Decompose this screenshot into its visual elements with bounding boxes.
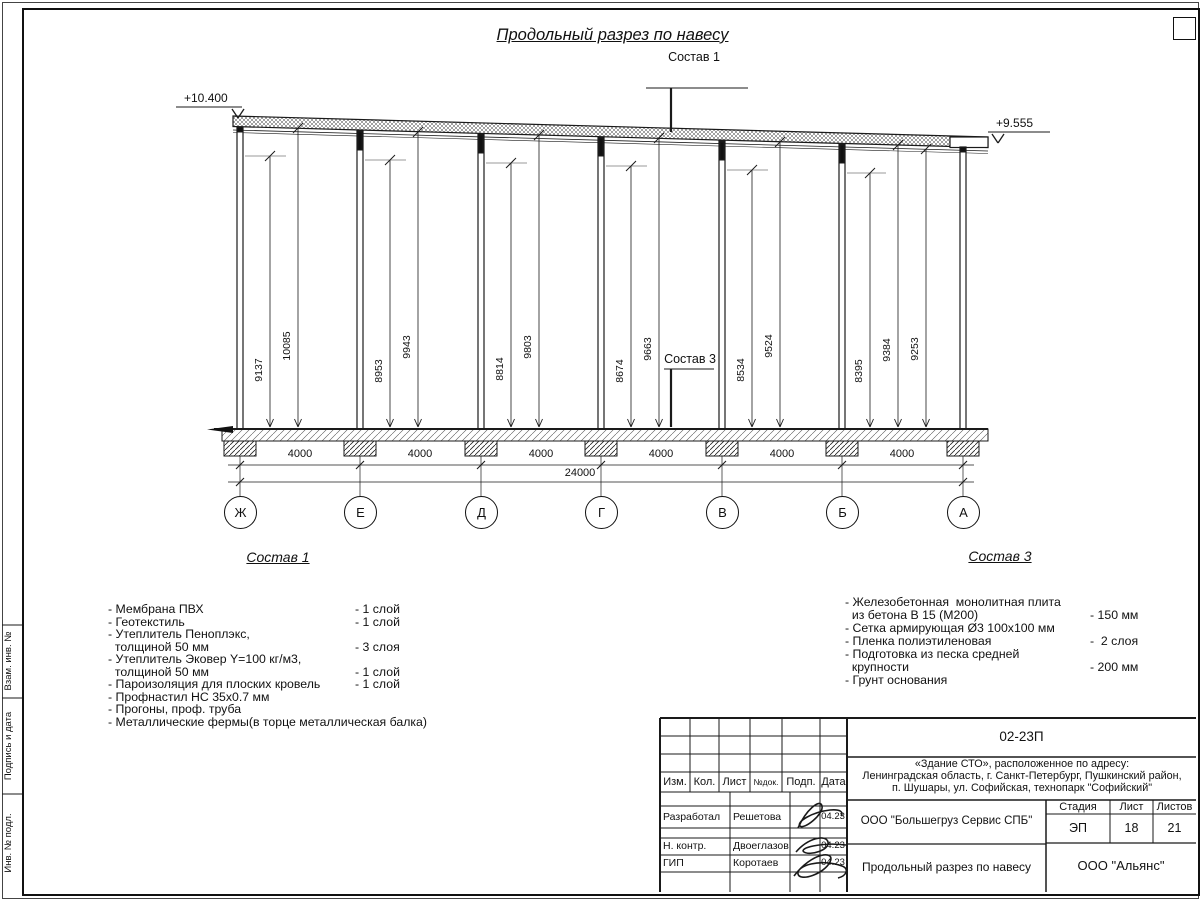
axis-bubble (465, 496, 498, 529)
col-list: Лист (722, 776, 747, 788)
date-ncontrol: 04.23 (821, 840, 845, 851)
height-dim: 8953 (373, 359, 385, 383)
spec1-qty: - 1 слой (355, 602, 400, 616)
bay-dim: 4000 (287, 448, 313, 460)
height-dim: 8395 (853, 359, 865, 383)
spec1-line: - Пароизоляция для плоских кровель (108, 677, 321, 691)
spec1-line: - Металлические фермы(в торце металлическая балка) (108, 715, 427, 729)
spec3-qty: - 200 мм (1090, 660, 1139, 674)
org-name: ООО "Большегруз Сервис СПБ" (860, 815, 1033, 827)
spec3-title: Состав 3 (968, 548, 1032, 564)
axis-label: Ж (234, 505, 247, 520)
height-dim: 9253 (909, 337, 921, 361)
col-izm: Изм. (663, 776, 687, 788)
spec1-line: - Прогоны, проф. труба (108, 702, 242, 716)
col-kol: Кол. (693, 776, 716, 788)
role-gip: ГИП (663, 857, 684, 869)
axis-bubble (706, 496, 739, 529)
sheet-header: Лист (1119, 801, 1144, 813)
height-dim: 9663 (642, 337, 654, 361)
height-dim: 10085 (281, 331, 293, 361)
axis-bubble (344, 496, 377, 529)
spec1-line: - Утеплитель Пеноплэкс, (108, 627, 250, 641)
height-dim: 9803 (522, 335, 534, 359)
axis-bubble (224, 496, 257, 529)
axis-label: А (959, 505, 968, 520)
axis-label: В (718, 505, 727, 520)
role-developer: Разработал (663, 811, 721, 823)
axis-bubble (826, 496, 859, 529)
spec1-line: - Мембрана ПВХ (108, 602, 204, 616)
spec3-line: - Подготовка из песка средней (845, 647, 1020, 661)
axis-label: Б (838, 505, 847, 520)
drawing-title: Продольный разрез по навесу (496, 26, 729, 44)
sheet-value: 18 (1124, 821, 1139, 835)
sheets-value: 21 (1167, 821, 1182, 835)
spec3-qty: - 2 слоя (1090, 634, 1139, 648)
spec3-line: - Пленка полиэтиленовая (845, 634, 992, 648)
company-name: ООО "Альянс" (1077, 858, 1165, 873)
height-dim: 9524 (763, 334, 775, 358)
spec3-line: из бетона В 15 (М200) (845, 608, 979, 622)
total-dim: 24000 (564, 467, 596, 479)
height-dim: 9384 (881, 338, 893, 362)
spec3-line: - Грунт основания (845, 673, 948, 687)
spec1-qty: - 1 слой (355, 677, 400, 691)
elevation-right: +9.555 (996, 116, 1034, 130)
bay-dim: 4000 (889, 448, 915, 460)
spec3-line: - Сетка армирующая Ø3 100х100 мм (845, 621, 1055, 635)
spec3-line: крупности (845, 660, 910, 674)
date-gip: 04.23 (821, 857, 845, 868)
axis-label: Е (356, 505, 365, 520)
spec1-qty: - 3 слоя (355, 640, 400, 654)
spec1-line: - Геотекстиль (108, 615, 185, 629)
spec1-line: - Профнастил НС 35х0.7 мм (108, 690, 270, 704)
role-ncontrol: Н. контр. (663, 840, 707, 852)
height-dim: 9137 (253, 358, 265, 382)
side-label-podpis: Подпись и дата (3, 711, 14, 781)
stage-value: ЭП (1069, 821, 1087, 835)
stage-header: Стадия (1059, 801, 1097, 813)
spec1-line: толщиной 50 мм (108, 665, 209, 679)
height-dim: 8534 (735, 358, 747, 382)
sostav3-leader-label: Состав 3 (664, 352, 716, 366)
name-developer: Решетова (733, 811, 782, 823)
bay-dim: 4000 (528, 448, 554, 460)
sheets-header: Листов (1156, 801, 1193, 813)
axis-bubble (585, 496, 618, 529)
date-developer: 04.23 (821, 811, 845, 822)
project-address-line3: п. Шушары, ул. Софийская, технопарк "Софийский" (891, 782, 1153, 794)
axis-label: Д (477, 505, 486, 520)
doc-number: 02-23П (999, 729, 1044, 744)
spec1-title: Состав 1 (246, 549, 310, 565)
spec1-line: - Утеплитель Эковер Y=100 кг/м3, (108, 652, 302, 666)
height-dim: 9943 (401, 335, 413, 359)
bay-dim: 4000 (407, 448, 433, 460)
spec1-qty: - 1 слой (355, 665, 400, 679)
height-dim: 8674 (614, 359, 626, 383)
project-address-line1: «Здание СТО», расположенное по адресу: (914, 758, 1130, 770)
spec1-qty: - 1 слой (355, 615, 400, 629)
spec3-line: - Железобетонная монолитная плита (845, 595, 1061, 609)
col-data: Дата (821, 776, 846, 788)
bay-dim: 4000 (769, 448, 795, 460)
spec3-qty: - 150 мм (1090, 608, 1139, 622)
name-ncontrol: Двоеглазов (733, 840, 789, 852)
col-podp: Подп. (786, 776, 816, 788)
sostav1-leader-label: Состав 1 (668, 50, 720, 64)
name-gip: Коротаев (733, 857, 779, 869)
side-label-inv: Инв. № подл. (3, 813, 14, 873)
side-label-vzam: Взам. инв. № (3, 631, 14, 691)
bay-dim: 4000 (648, 448, 674, 460)
axis-bubble (947, 496, 980, 529)
project-address-line2: Ленинградская область, г. Санкт-Петербург, Пушкинский район, (862, 770, 1182, 782)
elevation-left: +10.400 (184, 91, 228, 105)
axis-label: Г (597, 505, 606, 520)
col-ndok: №док. (753, 777, 779, 787)
height-dim: 8814 (494, 357, 506, 381)
spec1-line: толщиной 50 мм (108, 640, 209, 654)
stamp-sheet-title: Продольный разрез по навесу (861, 860, 1032, 874)
